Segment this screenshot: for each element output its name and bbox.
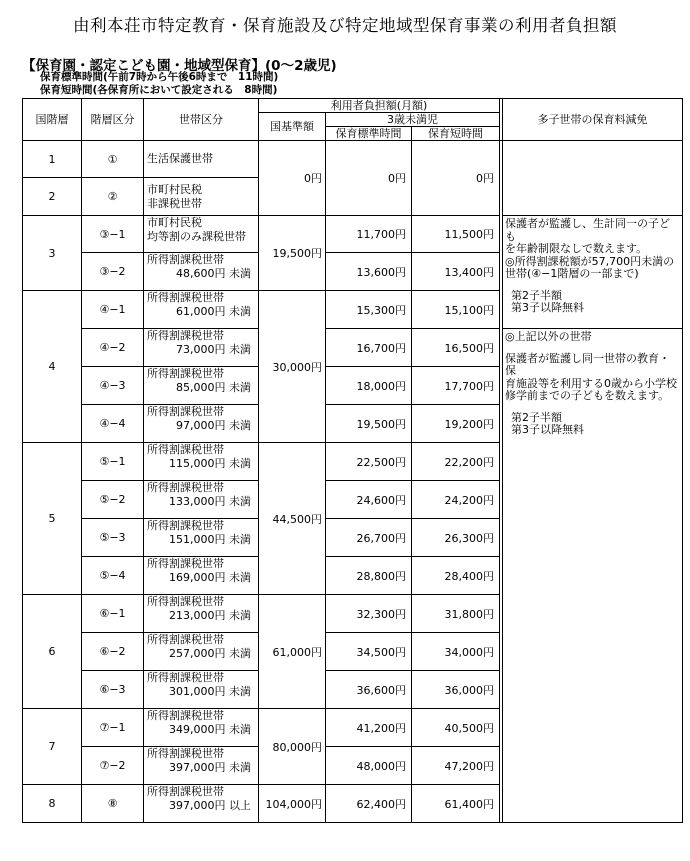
short-cell: 36,000円 <box>412 671 500 709</box>
household-cell <box>144 443 259 481</box>
short-cell: 34,000円 <box>412 633 500 671</box>
sublevel-cell: ⑤−2 <box>82 481 144 519</box>
household-line: 市町村民税 <box>147 182 202 196</box>
household-cell <box>144 557 259 595</box>
short-cell: 13,400円 <box>412 253 500 291</box>
national-cell: 30,000円 <box>259 291 326 443</box>
household-cell <box>144 671 259 709</box>
household-line: 所得割課税世帯 <box>147 671 224 684</box>
national-cell: 80,000円 <box>259 709 326 785</box>
short-cell: 40,500円 <box>412 709 500 747</box>
standard-cell: 34,500円 <box>326 633 412 671</box>
table-row <box>23 141 683 178</box>
reduction-item: 第2子半額 <box>511 288 562 302</box>
national-cell: 44,500円 <box>259 443 326 595</box>
household-cell <box>144 367 259 405</box>
header-sublevel: 階層区分 <box>82 99 144 141</box>
sublevel-cell: ① <box>82 141 144 178</box>
reduction-text: 修学前までの子どもを数えます。 <box>505 389 670 402</box>
standard-cell: 24,600円 <box>326 481 412 519</box>
standard-cell: 36,600円 <box>326 671 412 709</box>
sublevel-cell: ④−1 <box>82 291 144 329</box>
reduction-title: ◎上記以外の世帯 <box>505 330 592 343</box>
household-line: 所得割課税世帯 <box>147 367 224 380</box>
standard-cell: 11,700円 <box>326 216 412 253</box>
sublevel-cell: ⑧ <box>82 785 144 823</box>
sublevel-cell: ⑥−1 <box>82 595 144 633</box>
standard-cell: 19,500円 <box>326 405 412 443</box>
header-national: 国基準額 <box>259 113 326 141</box>
level-cell: 3 <box>23 216 82 291</box>
household-line: 48,600円 未満 <box>176 267 251 280</box>
sublevel-cell: ③−2 <box>82 253 144 291</box>
household-cell <box>144 481 259 519</box>
header-standard: 保育標準時間 <box>326 127 412 141</box>
household-line: 397,000円 未満 <box>169 761 251 774</box>
short-cell: 47,200円 <box>412 747 500 785</box>
household-line: 73,000円 未満 <box>176 343 251 356</box>
reduction-text: を年齢制限なしで数えます。 <box>505 242 648 255</box>
household-line: 所得割課税世帯 <box>147 329 224 342</box>
sublevel-cell: ③−1 <box>82 216 144 253</box>
table-row <box>23 329 683 367</box>
standard-cell: 41,200円 <box>326 709 412 747</box>
household-line: 所得割課税世帯 <box>147 443 224 456</box>
short-cell: 0円 <box>412 141 500 216</box>
household-line: 所得割課税世帯 <box>147 785 224 798</box>
short-cell: 31,800円 <box>412 595 500 633</box>
household-cell <box>144 747 259 785</box>
household-line: 97,000円 未満 <box>176 419 251 432</box>
short-cell: 16,500円 <box>412 329 500 367</box>
household-line: 所得割課税世帯 <box>147 519 224 532</box>
national-cell: 19,500円 <box>259 216 326 291</box>
reduction-text: 世帯(④−1階層の一部まで) <box>505 267 639 280</box>
reduction-text: 保護者が監護し、生計同一の子ども <box>505 217 670 243</box>
household-cell <box>144 633 259 671</box>
standard-cell: 22,500円 <box>326 443 412 481</box>
page-title: 由利本荘市特定教育・保育施設及び特定地域型保育事業の利用者負担額 <box>73 16 617 35</box>
reduction-cell-other <box>503 329 683 823</box>
household-line: 市町村民税 <box>147 216 202 229</box>
household-line: 133,000円 未満 <box>169 495 251 508</box>
level-cell: 7 <box>23 709 82 785</box>
sublevel-cell: ⑤−4 <box>82 557 144 595</box>
reduction-item: 第3子以降無料 <box>511 423 584 436</box>
household-line: 所得割課税世帯 <box>147 747 224 760</box>
household-cell <box>144 405 259 443</box>
household-line: 均等割のみ課税世帯 <box>147 230 246 243</box>
household-line: 所得割課税世帯 <box>147 557 224 570</box>
standard-cell: 48,000円 <box>326 747 412 785</box>
standard-cell: 16,700円 <box>326 329 412 367</box>
standard-cell: 28,800円 <box>326 557 412 595</box>
reduction-cell-low-income <box>503 216 683 329</box>
level-cell: 6 <box>23 595 82 709</box>
household-cell <box>144 785 259 823</box>
reduction-text: ◎所得割課税額が57,700円未満の <box>505 254 675 268</box>
standard-cell: 26,700円 <box>326 519 412 557</box>
household-line: 349,000円 未満 <box>169 723 251 736</box>
national-cell: 61,000円 <box>259 595 326 709</box>
short-cell: 19,200円 <box>412 405 500 443</box>
national-cell: 0円 <box>259 141 326 216</box>
household-line: 169,000円 未満 <box>169 571 251 584</box>
household-cell <box>144 291 259 329</box>
sublevel-cell: ⑦−2 <box>82 747 144 785</box>
sublevel-cell: ② <box>82 178 144 216</box>
short-cell: 24,200円 <box>412 481 500 519</box>
short-cell: 11,500円 <box>412 216 500 253</box>
household-line: 115,000円 未満 <box>169 457 251 470</box>
header-reduction: 多子世帯の保育料減免 <box>503 99 683 141</box>
sublevel-cell: ④−2 <box>82 329 144 367</box>
header-fee-group: 利用者負担額(月額) <box>259 99 500 113</box>
household-line: 生活保護世帯 <box>147 152 213 165</box>
short-cell: 22,200円 <box>412 443 500 481</box>
sublevel-cell: ⑦−1 <box>82 709 144 747</box>
sublevel-cell: ⑥−3 <box>82 671 144 709</box>
household-cell <box>144 519 259 557</box>
national-cell: 104,000円 <box>259 785 326 823</box>
household-cell <box>144 216 259 253</box>
household-line: 所得割課税世帯 <box>147 253 224 266</box>
fee-table <box>22 98 683 823</box>
sublevel-cell: ④−4 <box>82 405 144 443</box>
household-cell <box>144 595 259 633</box>
household-cell <box>144 141 259 178</box>
household-cell <box>144 178 259 216</box>
sublevel-cell: ⑥−2 <box>82 633 144 671</box>
household-line: 61,000円 未満 <box>176 305 251 318</box>
note-standard-hours: 保育標準時間(午前7時から午後6時まで 11時間) <box>40 71 279 83</box>
standard-cell: 32,300円 <box>326 595 412 633</box>
header-short: 保育短時間 <box>412 127 500 141</box>
short-cell: 61,400円 <box>412 785 500 823</box>
reduction-item: 第3子以降無料 <box>511 301 584 314</box>
standard-cell: 15,300円 <box>326 291 412 329</box>
header-household: 世帯区分 <box>144 99 259 141</box>
household-line: 所得割課税世帯 <box>147 595 224 608</box>
household-line: 301,000円 未満 <box>169 685 251 698</box>
level-cell: 5 <box>23 443 82 595</box>
household-line: 397,000円 以上 <box>169 799 251 812</box>
reduction-item: 第2子半額 <box>511 410 562 424</box>
level-cell: 8 <box>23 785 82 823</box>
household-line: 非課税世帯 <box>147 196 202 210</box>
standard-cell: 13,600円 <box>326 253 412 291</box>
household-line: 151,000円 未満 <box>169 533 251 546</box>
household-line: 所得割課税世帯 <box>147 633 224 646</box>
household-cell <box>144 709 259 747</box>
level-cell: 1 <box>23 141 82 178</box>
sublevel-cell: ⑤−1 <box>82 443 144 481</box>
short-cell: 17,700円 <box>412 367 500 405</box>
standard-cell: 18,000円 <box>326 367 412 405</box>
household-line: 所得割課税世帯 <box>147 709 224 722</box>
reduction-blank-cell <box>503 141 683 216</box>
household-line: 257,000円 未満 <box>169 647 251 660</box>
household-line: 所得割課税世帯 <box>147 481 224 494</box>
standard-cell: 62,400円 <box>326 785 412 823</box>
reduction-text: 育施設等を利用する0歳から小学校 <box>505 376 677 390</box>
short-cell: 26,300円 <box>412 519 500 557</box>
sublevel-cell: ④−3 <box>82 367 144 405</box>
short-cell: 28,400円 <box>412 557 500 595</box>
household-line: 213,000円 未満 <box>169 609 251 622</box>
household-line: 85,000円 未満 <box>176 381 251 394</box>
sublevel-cell: ⑤−3 <box>82 519 144 557</box>
table-row <box>23 216 683 253</box>
household-cell <box>144 329 259 367</box>
level-cell: 4 <box>23 291 82 443</box>
short-cell: 15,100円 <box>412 291 500 329</box>
section-heading: 【保育園・認定こども園・地域型保育】(0～2歳児) <box>22 58 337 74</box>
reduction-text: 保護者が監護し同一世帯の教育・保 <box>505 351 670 377</box>
standard-cell: 0円 <box>326 141 412 216</box>
household-line: 所得割課税世帯 <box>147 405 224 418</box>
note-short-hours: 保育短時間(各保育所において設定される 8時間) <box>40 84 278 96</box>
header-under3: 3歳未満児 <box>326 113 500 127</box>
household-line: 所得割課税世帯 <box>147 291 224 304</box>
household-cell <box>144 253 259 291</box>
header-level: 国階層 <box>23 99 82 141</box>
level-cell: 2 <box>23 178 82 216</box>
